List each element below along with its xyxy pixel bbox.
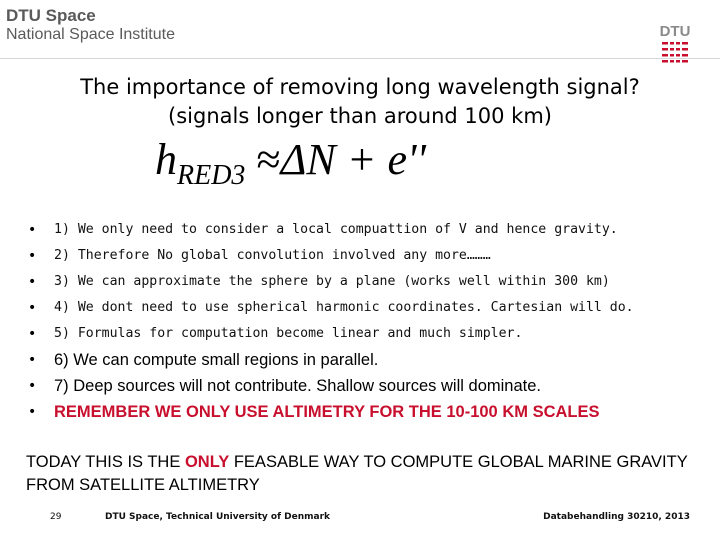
bullet-text: REMEMBER WE ONLY USE ALTIMETRY FOR THE 10-100 KM SCALES (54, 403, 600, 421)
equation (155, 135, 426, 191)
bullet-marker: • (28, 326, 37, 342)
bullet-item (24, 269, 714, 295)
bullet-marker: • (28, 300, 37, 316)
equation-subscript: RED3 (177, 160, 246, 191)
equation-approx: ≈ (256, 135, 281, 184)
bullet-marker: • (28, 248, 37, 264)
dtu-logo (660, 20, 690, 70)
conclusion-after: FEASABLE WAY TO COMPUTE GLOBAL MARINE GRAVITY FROM SATELLITE ALTIMETRY (26, 453, 688, 494)
bullet-list (24, 217, 714, 425)
bullet-text: 3) We can approximate the sphere by a plane (works well within 300 km) (54, 274, 610, 289)
bullet-item (24, 295, 714, 321)
conclusion-emphasis: ONLY (184, 453, 230, 471)
equation-rhs: ΔN + e'' (280, 135, 426, 184)
conclusion-before: TODAY THIS IS THE (26, 453, 185, 471)
conclusion-text (26, 451, 706, 497)
footer-institution: DTU Space, Technical University of Denmark (105, 512, 330, 522)
bullet-item (24, 321, 714, 347)
header-divider (0, 58, 720, 59)
bullet-marker: • (28, 222, 37, 238)
slide-title: The importance of removing long wavelength signal? (80, 75, 640, 99)
org-line-2: National Space Institute (6, 26, 175, 43)
bullet-item (24, 373, 714, 399)
bullet-text: 7) Deep sources will not contribute. Shallow sources will dominate. (54, 377, 541, 395)
bullet-text: 6) We can compute small regions in parallel. (54, 351, 379, 369)
bullet-text: 1) We only need to consider a local compuattion of V and hence gravity. (54, 222, 618, 237)
bullet-marker: • (28, 378, 37, 394)
bullet-item (24, 347, 714, 373)
organization-name (6, 7, 175, 43)
bullet-text: 5) Formulas for computation become linear and much simpler. (54, 326, 523, 341)
page-number: 29 (50, 512, 62, 522)
bullet-text: 2) Therefore No global convolution involved any more……… (54, 248, 491, 263)
bullet-text: 4) We dont need to use spherical harmonic coordinates. Cartesian will do. (54, 300, 634, 315)
dtu-logo-text: DTU (660, 23, 690, 40)
footer-course: Databehandling 30210, 2013 (543, 512, 690, 522)
bullet-item (24, 399, 714, 425)
bullet-marker: • (28, 352, 37, 368)
equation-h: h (155, 135, 177, 184)
org-line-1: DTU Space (6, 6, 96, 25)
bullet-marker: • (28, 404, 37, 420)
bullet-marker: • (28, 274, 37, 290)
slide-subtitle: (signals longer than around 100 km) (168, 104, 552, 128)
bullet-item (24, 217, 714, 243)
bullet-item (24, 243, 714, 269)
